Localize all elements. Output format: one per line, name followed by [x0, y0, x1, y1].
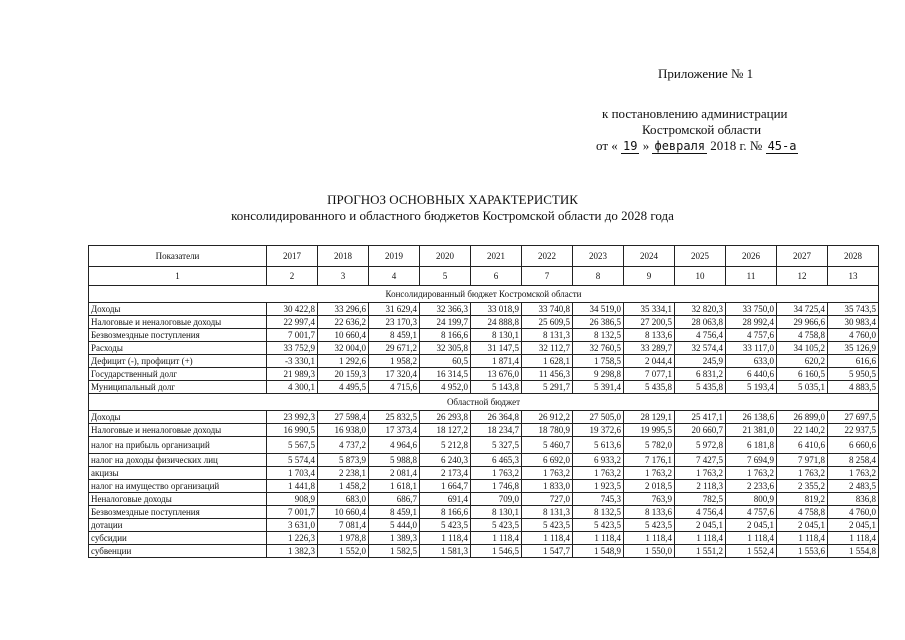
value-cell: 800,9	[726, 493, 777, 506]
value-cell: 24 888,8	[471, 316, 522, 329]
value-cell: 5 460,7	[522, 437, 573, 454]
row-label: Государственный долг	[89, 368, 267, 381]
value-cell: 33 018,9	[471, 303, 522, 316]
value-cell: 33 750,0	[726, 303, 777, 316]
value-cell: 32 574,4	[675, 342, 726, 355]
table-row	[89, 316, 879, 329]
value-cell: 5 423,5	[522, 519, 573, 532]
value-cell: 1 833,0	[522, 480, 573, 493]
value-cell: 6 240,3	[420, 454, 471, 467]
value-cell: 18 234,7	[471, 424, 522, 437]
value-cell: 6 410,6	[777, 437, 828, 454]
value-cell: 2 355,2	[777, 480, 828, 493]
value-cell: 2 238,1	[318, 467, 369, 480]
value-cell: 1 118,4	[522, 532, 573, 545]
value-cell: 1 664,7	[420, 480, 471, 493]
value-cell: 35 743,5	[828, 303, 879, 316]
value-cell: 26 364,8	[471, 411, 522, 424]
row-label: Доходы	[89, 303, 267, 316]
value-cell: 8 132,5	[573, 329, 624, 342]
value-cell: 16 938,0	[318, 424, 369, 437]
appendix-label: Приложение № 1	[658, 66, 754, 81]
value-cell: 13 676,0	[471, 368, 522, 381]
row-label: акцизы	[89, 467, 267, 480]
value-cell: 5 613,6	[573, 437, 624, 454]
value-cell: 1 581,3	[420, 545, 471, 558]
value-cell: 10 660,4	[318, 506, 369, 519]
value-cell: 4 758,8	[777, 506, 828, 519]
value-cell: 29 966,6	[777, 316, 828, 329]
value-cell: 18 780,9	[522, 424, 573, 437]
value-cell: 22 937,5	[828, 424, 879, 437]
value-cell: 32 820,3	[675, 303, 726, 316]
value-cell: 5 391,4	[573, 381, 624, 394]
value-cell: 7 694,9	[726, 454, 777, 467]
value-cell: 23 170,3	[369, 316, 420, 329]
value-cell: 1 382,3	[267, 545, 318, 558]
value-cell: 1 758,5	[573, 355, 624, 368]
value-cell: 27 697,5	[828, 411, 879, 424]
value-cell: 4 300,1	[267, 381, 318, 394]
value-cell: 1 582,5	[369, 545, 420, 558]
value-cell: 5 423,5	[573, 519, 624, 532]
value-cell: 8 131,3	[522, 329, 573, 342]
value-cell: 26 912,2	[522, 411, 573, 424]
value-cell: 2 018,5	[624, 480, 675, 493]
value-cell: 35 334,1	[624, 303, 675, 316]
value-cell: 616,6	[828, 355, 879, 368]
value-cell: 17 373,4	[369, 424, 420, 437]
table-row	[89, 519, 879, 532]
value-cell: 1 763,2	[675, 467, 726, 480]
value-cell: 2 045,1	[726, 519, 777, 532]
row-label: налог на прибыль организаций	[89, 437, 267, 454]
value-cell: 7 971,8	[777, 454, 828, 467]
value-cell: 5 193,4	[726, 381, 777, 394]
value-cell: 5 423,5	[471, 519, 522, 532]
value-cell: 26 899,0	[777, 411, 828, 424]
value-cell: 2 045,1	[777, 519, 828, 532]
year-column-header: 2022	[522, 246, 573, 267]
value-cell: 1 118,4	[675, 532, 726, 545]
table-row	[89, 454, 879, 467]
value-cell: 2 118,3	[675, 480, 726, 493]
value-cell: 1 226,3	[267, 532, 318, 545]
value-cell: 1 618,1	[369, 480, 420, 493]
value-cell: 2 045,1	[675, 519, 726, 532]
value-cell: 5 435,8	[675, 381, 726, 394]
value-cell: 10 660,4	[318, 329, 369, 342]
row-label: субвенции	[89, 545, 267, 558]
indicator-column-header: Показатели	[89, 246, 267, 267]
row-label: субсидии	[89, 532, 267, 545]
value-cell: 1 441,8	[267, 480, 318, 493]
column-number-cell: 12	[777, 267, 828, 286]
value-cell: 1 763,2	[624, 467, 675, 480]
date-day: 19	[623, 139, 638, 153]
value-cell: 9 298,8	[573, 368, 624, 381]
section-header-row	[89, 286, 879, 303]
value-cell: 5 567,5	[267, 437, 318, 454]
value-cell: 22 636,2	[318, 316, 369, 329]
column-number-cell: 7	[522, 267, 573, 286]
table-row	[89, 303, 879, 316]
value-cell: 7 081,4	[318, 519, 369, 532]
value-cell: 11 456,3	[522, 368, 573, 381]
value-cell: 7 001,7	[267, 329, 318, 342]
value-cell: 5 972,8	[675, 437, 726, 454]
value-cell: 26 386,5	[573, 316, 624, 329]
section-title: Областной бюджет	[89, 394, 879, 411]
value-cell: 5 212,8	[420, 437, 471, 454]
value-cell: 28 992,4	[726, 316, 777, 329]
value-cell: 1 118,4	[726, 532, 777, 545]
value-cell: 3 631,0	[267, 519, 318, 532]
value-cell: 4 495,5	[318, 381, 369, 394]
value-cell: 6 831,2	[675, 368, 726, 381]
year-column-header: 2023	[573, 246, 624, 267]
value-cell: 819,2	[777, 493, 828, 506]
value-cell: 1 118,4	[624, 532, 675, 545]
value-cell: 1 703,4	[267, 467, 318, 480]
value-cell: 20 660,7	[675, 424, 726, 437]
year-column-header: 2017	[267, 246, 318, 267]
value-cell: 33 117,0	[726, 342, 777, 355]
value-cell: 8 258,4	[828, 454, 879, 467]
value-cell: 32 366,3	[420, 303, 471, 316]
value-cell: 8 133,6	[624, 329, 675, 342]
value-cell: 8 131,3	[522, 506, 573, 519]
value-cell: 5 327,5	[471, 437, 522, 454]
document-subtitle: консолидированного и областного бюджетов Костромской области до 2028 года	[231, 208, 674, 223]
value-cell: 5 035,1	[777, 381, 828, 394]
value-cell: 21 989,3	[267, 368, 318, 381]
value-cell: 5 873,9	[318, 454, 369, 467]
value-cell: 1 763,2	[573, 467, 624, 480]
region-name-line: Костромской области	[642, 122, 762, 137]
column-number-cell: 13	[828, 267, 879, 286]
value-cell: 4 758,8	[777, 329, 828, 342]
value-cell: 1 746,8	[471, 480, 522, 493]
value-cell: 782,5	[675, 493, 726, 506]
value-cell: 4 715,6	[369, 381, 420, 394]
column-number-row	[89, 267, 879, 286]
value-cell: 1 554,8	[828, 545, 879, 558]
value-cell: 763,9	[624, 493, 675, 506]
table-row	[89, 424, 879, 437]
row-label: Безвозмездные поступления	[89, 506, 267, 519]
value-cell: 4 964,6	[369, 437, 420, 454]
value-cell: 27 505,0	[573, 411, 624, 424]
value-cell: 4 760,0	[828, 329, 879, 342]
date-month: февраля	[654, 139, 706, 153]
value-cell: 1 548,9	[573, 545, 624, 558]
value-cell: 686,7	[369, 493, 420, 506]
value-cell: 8 133,6	[624, 506, 675, 519]
value-cell: 4 737,2	[318, 437, 369, 454]
value-cell: 4 883,5	[828, 381, 879, 394]
value-cell: 31 629,4	[369, 303, 420, 316]
value-cell: 8 130,1	[471, 506, 522, 519]
value-cell: 28 063,8	[675, 316, 726, 329]
value-cell: 20 159,3	[318, 368, 369, 381]
value-cell: 1 958,2	[369, 355, 420, 368]
value-cell: 6 465,3	[471, 454, 522, 467]
row-label: Налоговые и неналоговые доходы	[89, 316, 267, 329]
value-cell: 29 671,2	[369, 342, 420, 355]
row-label: Налоговые и неналоговые доходы	[89, 424, 267, 437]
value-cell: 745,3	[573, 493, 624, 506]
value-cell: 24 199,7	[420, 316, 471, 329]
value-cell: 19 995,5	[624, 424, 675, 437]
value-cell: 26 293,8	[420, 411, 471, 424]
value-cell: 1 551,2	[675, 545, 726, 558]
value-cell: 1 871,4	[471, 355, 522, 368]
value-cell: 4 757,6	[726, 506, 777, 519]
value-cell: 33 752,9	[267, 342, 318, 355]
table-header	[89, 246, 879, 286]
value-cell: 1 118,4	[828, 532, 879, 545]
column-number-cell: 6	[471, 267, 522, 286]
value-cell: 1 547,7	[522, 545, 573, 558]
value-cell: 33 296,6	[318, 303, 369, 316]
value-cell: 1 118,4	[573, 532, 624, 545]
value-cell: 8 132,5	[573, 506, 624, 519]
value-cell: 1 763,2	[828, 467, 879, 480]
value-cell: 6 181,8	[726, 437, 777, 454]
value-cell: -3 330,1	[267, 355, 318, 368]
value-cell: 30 983,4	[828, 316, 879, 329]
value-cell: 25 832,5	[369, 411, 420, 424]
table-row	[89, 411, 879, 424]
value-cell: 1 552,4	[726, 545, 777, 558]
year-header-row	[89, 246, 879, 267]
value-cell: 620,2	[777, 355, 828, 368]
value-cell: 836,8	[828, 493, 879, 506]
value-cell: 1 978,8	[318, 532, 369, 545]
value-cell: 4 756,4	[675, 329, 726, 342]
value-cell: 5 435,8	[624, 381, 675, 394]
budget-forecast-table	[88, 245, 879, 558]
value-cell: 1 763,2	[471, 467, 522, 480]
value-cell: 23 992,3	[267, 411, 318, 424]
value-cell: 18 127,2	[420, 424, 471, 437]
value-cell: 8 459,1	[369, 329, 420, 342]
year-column-header: 2025	[675, 246, 726, 267]
value-cell: 2 081,4	[369, 467, 420, 480]
value-cell: 1 118,4	[420, 532, 471, 545]
value-cell: 1 389,3	[369, 532, 420, 545]
row-label: Расходы	[89, 342, 267, 355]
document-title: ПРОГНОЗ ОСНОВНЫХ ХАРАКТЕРИСТИК	[327, 192, 578, 207]
value-cell: 5 423,5	[420, 519, 471, 532]
value-cell: 1 923,5	[573, 480, 624, 493]
column-number-cell: 4	[369, 267, 420, 286]
value-cell: 22 140,2	[777, 424, 828, 437]
value-cell: 633,0	[726, 355, 777, 368]
table-row	[89, 437, 879, 454]
column-number-cell: 5	[420, 267, 471, 286]
value-cell: 1 552,0	[318, 545, 369, 558]
value-cell: 4 756,4	[675, 506, 726, 519]
table-body	[89, 286, 879, 558]
value-cell: 7 427,5	[675, 454, 726, 467]
value-cell: 5 444,0	[369, 519, 420, 532]
value-cell: 22 997,4	[267, 316, 318, 329]
year-column-header: 2024	[624, 246, 675, 267]
value-cell: 33 740,8	[522, 303, 573, 316]
table-row	[89, 545, 879, 558]
table-row	[89, 532, 879, 545]
value-cell: 8 459,1	[369, 506, 420, 519]
value-cell: 2 044,4	[624, 355, 675, 368]
value-cell: 16 314,5	[420, 368, 471, 381]
year-column-header: 2021	[471, 246, 522, 267]
row-label: налог на имущество организаций	[89, 480, 267, 493]
value-cell: 31 147,5	[471, 342, 522, 355]
value-cell: 5 950,5	[828, 368, 879, 381]
table-row	[89, 368, 879, 381]
value-cell: 8 130,1	[471, 329, 522, 342]
value-cell: 27 200,5	[624, 316, 675, 329]
value-cell: 32 305,8	[420, 342, 471, 355]
value-cell: 245,9	[675, 355, 726, 368]
value-cell: 28 129,1	[624, 411, 675, 424]
decree-reference-line: к постановлению администрации	[602, 106, 788, 121]
value-cell: 683,0	[318, 493, 369, 506]
value-cell: 35 126,9	[828, 342, 879, 355]
row-label: дотации	[89, 519, 267, 532]
value-cell: 1 763,2	[777, 467, 828, 480]
value-cell: 6 692,0	[522, 454, 573, 467]
table-row	[89, 342, 879, 355]
value-cell: 4 952,0	[420, 381, 471, 394]
row-label: Доходы	[89, 411, 267, 424]
value-cell: 4 757,6	[726, 329, 777, 342]
column-number-cell: 9	[624, 267, 675, 286]
date-mid: »	[642, 138, 650, 153]
value-cell: 32 760,5	[573, 342, 624, 355]
value-cell: 6 933,2	[573, 454, 624, 467]
value-cell: 19 372,6	[573, 424, 624, 437]
value-cell: 33 289,7	[624, 342, 675, 355]
value-cell: 1 763,2	[726, 467, 777, 480]
value-cell: 5 988,8	[369, 454, 420, 467]
value-cell: 5 423,5	[624, 519, 675, 532]
value-cell: 1 628,1	[522, 355, 573, 368]
row-label: Безвозмездные поступления	[89, 329, 267, 342]
value-cell: 6 160,5	[777, 368, 828, 381]
value-cell: 4 760,0	[828, 506, 879, 519]
value-cell: 8 166,6	[420, 329, 471, 342]
row-label: Неналоговые доходы	[89, 493, 267, 506]
value-cell: 34 519,0	[573, 303, 624, 316]
document-number: 45-а	[767, 139, 797, 153]
value-cell: 2 173,4	[420, 467, 471, 480]
year-column-header: 2018	[318, 246, 369, 267]
value-cell: 709,0	[471, 493, 522, 506]
date-year: 2018 г. №	[710, 138, 763, 153]
row-label: Дефицит (-), профицит (+)	[89, 355, 267, 368]
value-cell: 691,4	[420, 493, 471, 506]
value-cell: 727,0	[522, 493, 573, 506]
value-cell: 1 118,4	[471, 532, 522, 545]
decree-date-line	[596, 138, 798, 154]
value-cell: 1 458,2	[318, 480, 369, 493]
column-number-cell: 11	[726, 267, 777, 286]
table-row	[89, 381, 879, 394]
value-cell: 34 725,4	[777, 303, 828, 316]
value-cell: 5 291,7	[522, 381, 573, 394]
section-title: Консолидированный бюджет Костромской области	[89, 286, 879, 303]
value-cell: 1 553,6	[777, 545, 828, 558]
value-cell: 17 320,4	[369, 368, 420, 381]
column-number-cell: 3	[318, 267, 369, 286]
value-cell: 2 483,5	[828, 480, 879, 493]
column-number-cell: 8	[573, 267, 624, 286]
column-number-cell: 2	[267, 267, 318, 286]
value-cell: 6 660,6	[828, 437, 879, 454]
value-cell: 2 045,1	[828, 519, 879, 532]
row-label: Муниципальный долг	[89, 381, 267, 394]
value-cell: 34 105,2	[777, 342, 828, 355]
value-cell: 5 782,0	[624, 437, 675, 454]
value-cell: 30 422,8	[267, 303, 318, 316]
value-cell: 5 143,8	[471, 381, 522, 394]
table-row	[89, 480, 879, 493]
value-cell: 1 118,4	[777, 532, 828, 545]
value-cell: 32 112,7	[522, 342, 573, 355]
value-cell: 32 004,0	[318, 342, 369, 355]
value-cell: 8 166,6	[420, 506, 471, 519]
value-cell: 26 138,6	[726, 411, 777, 424]
value-cell: 16 990,5	[267, 424, 318, 437]
table-row	[89, 506, 879, 519]
value-cell: 7 176,1	[624, 454, 675, 467]
year-column-header: 2028	[828, 246, 879, 267]
value-cell: 1 546,5	[471, 545, 522, 558]
value-cell: 1 550,0	[624, 545, 675, 558]
value-cell: 2 233,6	[726, 480, 777, 493]
year-column-header: 2020	[420, 246, 471, 267]
date-prefix: от «	[596, 138, 618, 153]
value-cell: 1 292,6	[318, 355, 369, 368]
table-row	[89, 329, 879, 342]
table-row	[89, 493, 879, 506]
year-column-header: 2026	[726, 246, 777, 267]
value-cell: 6 440,6	[726, 368, 777, 381]
section-header-row	[89, 394, 879, 411]
year-column-header: 2019	[369, 246, 420, 267]
value-cell: 7 001,7	[267, 506, 318, 519]
column-number-cell: 1	[89, 267, 267, 286]
value-cell: 27 598,4	[318, 411, 369, 424]
year-column-header: 2027	[777, 246, 828, 267]
table-row	[89, 355, 879, 368]
value-cell: 5 574,4	[267, 454, 318, 467]
row-label: налог на доходы физических лиц	[89, 454, 267, 467]
value-cell: 25 417,1	[675, 411, 726, 424]
value-cell: 60,5	[420, 355, 471, 368]
table-row	[89, 467, 879, 480]
value-cell: 908,9	[267, 493, 318, 506]
column-number-cell: 10	[675, 267, 726, 286]
value-cell: 25 609,5	[522, 316, 573, 329]
value-cell: 1 763,2	[522, 467, 573, 480]
value-cell: 21 381,0	[726, 424, 777, 437]
value-cell: 7 077,1	[624, 368, 675, 381]
